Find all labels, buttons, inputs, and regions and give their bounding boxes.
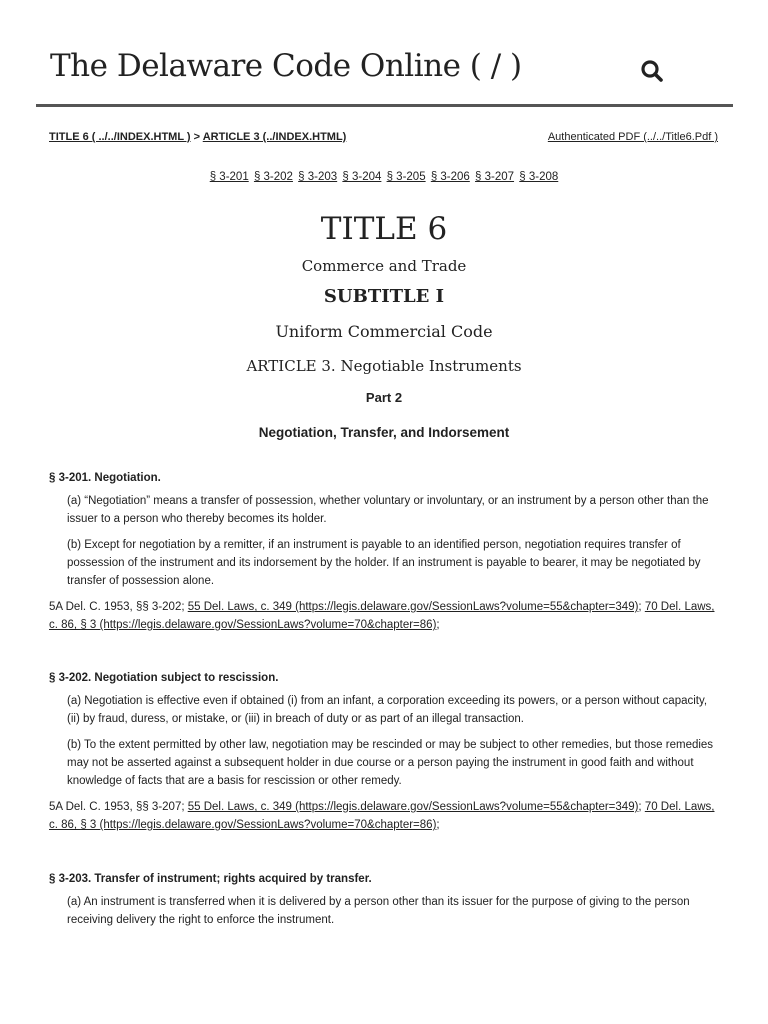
history-prefix: 5A Del. C. 1953, §§ 3-202;	[49, 601, 188, 613]
section-history	[49, 798, 721, 834]
section-link-3-203[interactable]: § 3-203	[298, 171, 338, 183]
history-suffix: ;	[436, 819, 440, 831]
section-nav	[0, 171, 768, 183]
session-law-link[interactable]: 70 Del. Laws, c. 86, § 3 (https://legis.delaware.gov/SessionLaws?volume=70&chapter=86)	[49, 601, 715, 631]
site-header	[36, 40, 733, 107]
history-separator: ;	[638, 801, 645, 813]
section-link-3-207[interactable]: § 3-207	[475, 171, 515, 183]
section-3-203	[49, 870, 721, 937]
section-3-202	[49, 669, 721, 834]
session-law-link[interactable]: 55 Del. Laws, c. 349 (https://legis.delaware.gov/SessionLaws?volume=55&chapter=349)	[187, 801, 639, 813]
breadcrumb-article-link[interactable]: ARTICLE 3 (../INDEX.HTML)	[202, 131, 347, 143]
session-law-link[interactable]: 70 Del. Laws, c. 86, § 3 (https://legis.delaware.gov/SessionLaws?volume=70&chapter=86)	[49, 801, 715, 831]
history-separator: ;	[638, 601, 645, 613]
section-heading: § 3-203. Transfer of instrument; rights acquired by transfer.	[49, 873, 372, 885]
breadcrumb	[49, 131, 346, 143]
site-title-link[interactable]: The Delaware Code Online ( / )	[50, 48, 522, 84]
section-paragraph: (a) “Negotiation” means a transfer of possession, whether voluntary or involuntary, or an instrument by a person other than the issuer to a person who thereby becomes its holder.	[67, 495, 709, 525]
section-link-3-205[interactable]: § 3-205	[386, 171, 426, 183]
part-heading: Part 2	[365, 390, 403, 405]
breadcrumb-separator: >	[193, 131, 201, 143]
section-paragraph: (a) An instrument is transferred when it is delivered by a person other than its issuer for the purpose of giving to the person receiving delivery the right to enforce the instrument.	[67, 896, 690, 926]
section-heading: § 3-201. Negotiation.	[49, 472, 161, 484]
breadcrumb-title-link[interactable]: TITLE 6 ( ../../INDEX.HTML )	[49, 131, 191, 143]
part-name: Negotiation, Transfer, and Indorsement	[258, 425, 510, 440]
section-history	[49, 598, 721, 634]
section-link-3-208[interactable]: § 3-208	[519, 171, 559, 183]
title-heading: TITLE 6	[320, 211, 448, 247]
section-link-3-201[interactable]: § 3-201	[209, 171, 249, 183]
history-prefix: 5A Del. C. 1953, §§ 3-207;	[49, 801, 188, 813]
section-3-201	[49, 469, 721, 634]
article-heading: ARTICLE 3. Negotiable Instruments	[246, 357, 522, 375]
session-law-link[interactable]: 55 Del. Laws, c. 349 (https://legis.delaware.gov/SessionLaws?volume=55&chapter=349)	[187, 601, 639, 613]
section-link-3-202[interactable]: § 3-202	[253, 171, 293, 183]
subtitle-name: Uniform Commercial Code	[275, 322, 493, 341]
search-icon[interactable]	[637, 56, 667, 86]
title-name: Commerce and Trade	[301, 257, 467, 275]
authenticated-pdf-link[interactable]: Authenticated PDF (../../Title6.Pdf )	[547, 131, 718, 143]
subtitle-heading: SUBTITLE I	[323, 286, 445, 307]
section-paragraph: (b) To the extent permitted by other law, negotiation may be rescinded or may be subject to other remedies, but those remedies may not be asserted against a subsequent holder in due course or a person paying the instrument in good faith and without knowledge of facts that are a basis for rescission or other remedy.	[67, 739, 714, 787]
section-link-3-206[interactable]: § 3-206	[430, 171, 470, 183]
section-paragraph: (a) Negotiation is effective even if obtained (i) from an infant, a corporation exceeding its powers, or a person without capacity, (ii) by fraud, duress, or mistake, or (iii) in breach of duty or as part of an illegal transaction.	[67, 695, 708, 725]
section-link-3-204[interactable]: § 3-204	[342, 171, 382, 183]
history-suffix: ;	[436, 619, 440, 631]
section-paragraph: (b) Except for negotiation by a remitter, if an instrument is payable to an identified person, negotiation requires transfer of possession of the instrument and its indorsement by the holder. If an instrument is payable to bearer, it may be negotiated by transfer of possession alone.	[67, 539, 701, 587]
section-heading: § 3-202. Negotiation subject to rescission.	[49, 672, 279, 684]
